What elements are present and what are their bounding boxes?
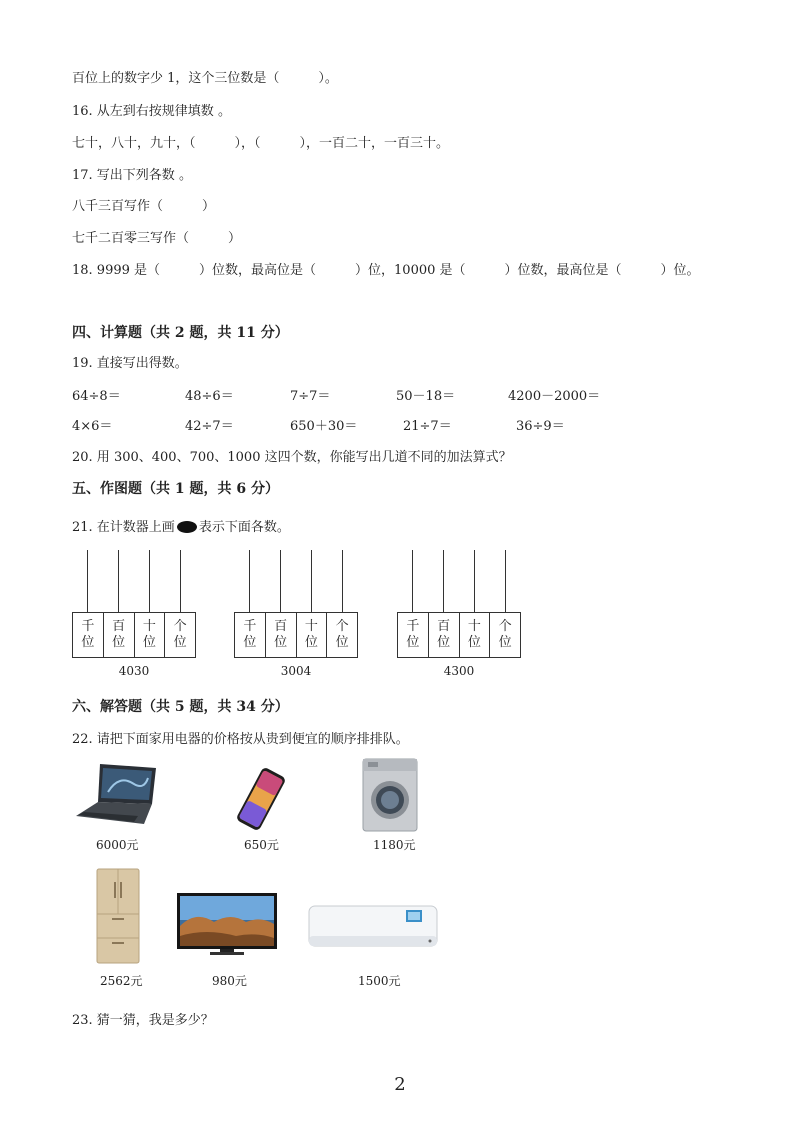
place-label-tens: 十 位 xyxy=(297,613,328,657)
place-label-hundreds: 百 位 xyxy=(266,613,297,657)
calc-item: 42÷7＝ xyxy=(185,419,234,434)
laptop-image xyxy=(74,762,160,830)
question-17-item-a: 八千三百写作（ ） xyxy=(72,199,216,214)
place-label-hundreds: 百 位 xyxy=(104,613,135,657)
price-tv: 980元 xyxy=(212,974,247,988)
place-value-labels xyxy=(72,612,196,658)
place-label-hundreds: 百 位 xyxy=(429,613,460,657)
price-washer: 1180元 xyxy=(373,838,416,852)
place-value-labels xyxy=(397,612,521,658)
question-22: 22. 请把下面家用电器的价格按从贵到便宜的顺序排排队。 xyxy=(72,732,409,747)
abacus-counter[interactable] xyxy=(397,550,521,678)
bead-icon xyxy=(177,521,197,533)
question-19: 19. 直接写出得数。 xyxy=(72,356,188,371)
place-label-tens: 十 位 xyxy=(460,613,491,657)
price-laptop: 6000元 xyxy=(96,838,139,852)
abacus-rod[interactable] xyxy=(280,550,281,612)
question-21 xyxy=(72,519,290,537)
washing-machine-image xyxy=(362,758,418,834)
continued-question-text: 百位上的数字少 1，这个三位数是（ ）。 xyxy=(72,71,338,86)
place-label-thousands: 千 位 xyxy=(235,613,266,657)
calc-item: 7÷7＝ xyxy=(290,389,331,404)
abacus-number: 3004 xyxy=(280,664,312,678)
abacus-counter[interactable] xyxy=(234,550,358,678)
phone-image xyxy=(232,766,290,832)
calc-item: 4×6＝ xyxy=(72,419,113,434)
calc-item: 48÷6＝ xyxy=(185,389,234,404)
abacus-rod[interactable] xyxy=(342,550,343,612)
abacus-number: 4030 xyxy=(118,664,150,678)
place-label-thousands: 千 位 xyxy=(398,613,429,657)
air-conditioner-image xyxy=(308,904,438,952)
television-image xyxy=(176,892,278,956)
price-phone: 650元 xyxy=(244,838,279,852)
question-20: 20. 用 300、400、700、1000 这四个数，你能写出几道不同的加法算式？ xyxy=(72,450,512,465)
calc-item: 64÷8＝ xyxy=(72,389,121,404)
abacus-rod[interactable] xyxy=(505,550,506,612)
place-label-thousands: 千 位 xyxy=(73,613,104,657)
question-16: 16. 从左到右按规律填数 。 xyxy=(72,104,231,119)
place-label-ones: 个 位 xyxy=(335,619,349,650)
abacus-rod[interactable] xyxy=(443,550,444,612)
abacus-rod[interactable] xyxy=(118,550,119,612)
question-23: 23. 猜一猜，我是多少？ xyxy=(72,1013,214,1028)
abacus-rod[interactable] xyxy=(412,550,413,612)
place-label-tens: 十 位 xyxy=(135,613,166,657)
place-label-ones: 个 位 xyxy=(173,619,187,650)
section-5-heading: 五、作图题（共 1 题，共 6 分） xyxy=(72,481,279,497)
section-4-heading: 四、计算题（共 2 题，共 11 分） xyxy=(72,325,289,341)
page-number: 2 xyxy=(394,1074,406,1095)
question-21-text-start: 21. 在计数器上画 xyxy=(72,520,175,535)
abacus-number: 4300 xyxy=(443,664,475,678)
question-16-sequence: 七十，八十，九十，（ ），（ ），一百二十，一百三十。 xyxy=(72,136,450,151)
calc-item: 21÷7＝ xyxy=(403,419,452,434)
abacus-rod[interactable] xyxy=(149,550,150,612)
question-21-text-end: 表示下面各数。 xyxy=(198,520,290,535)
abacus-rod[interactable] xyxy=(87,550,88,612)
abacus-rod[interactable] xyxy=(311,550,312,612)
abacus-rod[interactable] xyxy=(474,550,475,612)
section-6-heading: 六、解答题（共 5 题，共 34 分） xyxy=(72,699,289,715)
calc-item: 4200－2000＝ xyxy=(508,389,601,404)
question-17-item-b: 七千二百零三写作（ ） xyxy=(72,231,242,246)
price-ac: 1500元 xyxy=(358,974,401,988)
calc-item: 50－18＝ xyxy=(396,389,456,404)
abacus-counter[interactable] xyxy=(72,550,196,678)
abacus-rod[interactable] xyxy=(249,550,250,612)
question-18: 18. 9999 是（ ）位数，最高位是（ ）位，10000 是（ ）位数，最高位是（ ）位。 xyxy=(72,263,700,278)
calc-item: 650＋30＝ xyxy=(290,419,358,434)
place-label-ones: 个 位 xyxy=(498,619,512,650)
calc-item: 36÷9＝ xyxy=(516,419,565,434)
abacus-rod[interactable] xyxy=(180,550,181,612)
place-value-labels xyxy=(234,612,358,658)
question-17: 17. 写出下列各数 。 xyxy=(72,168,192,183)
price-fridge: 2562元 xyxy=(100,974,143,988)
refrigerator-image xyxy=(96,868,140,966)
